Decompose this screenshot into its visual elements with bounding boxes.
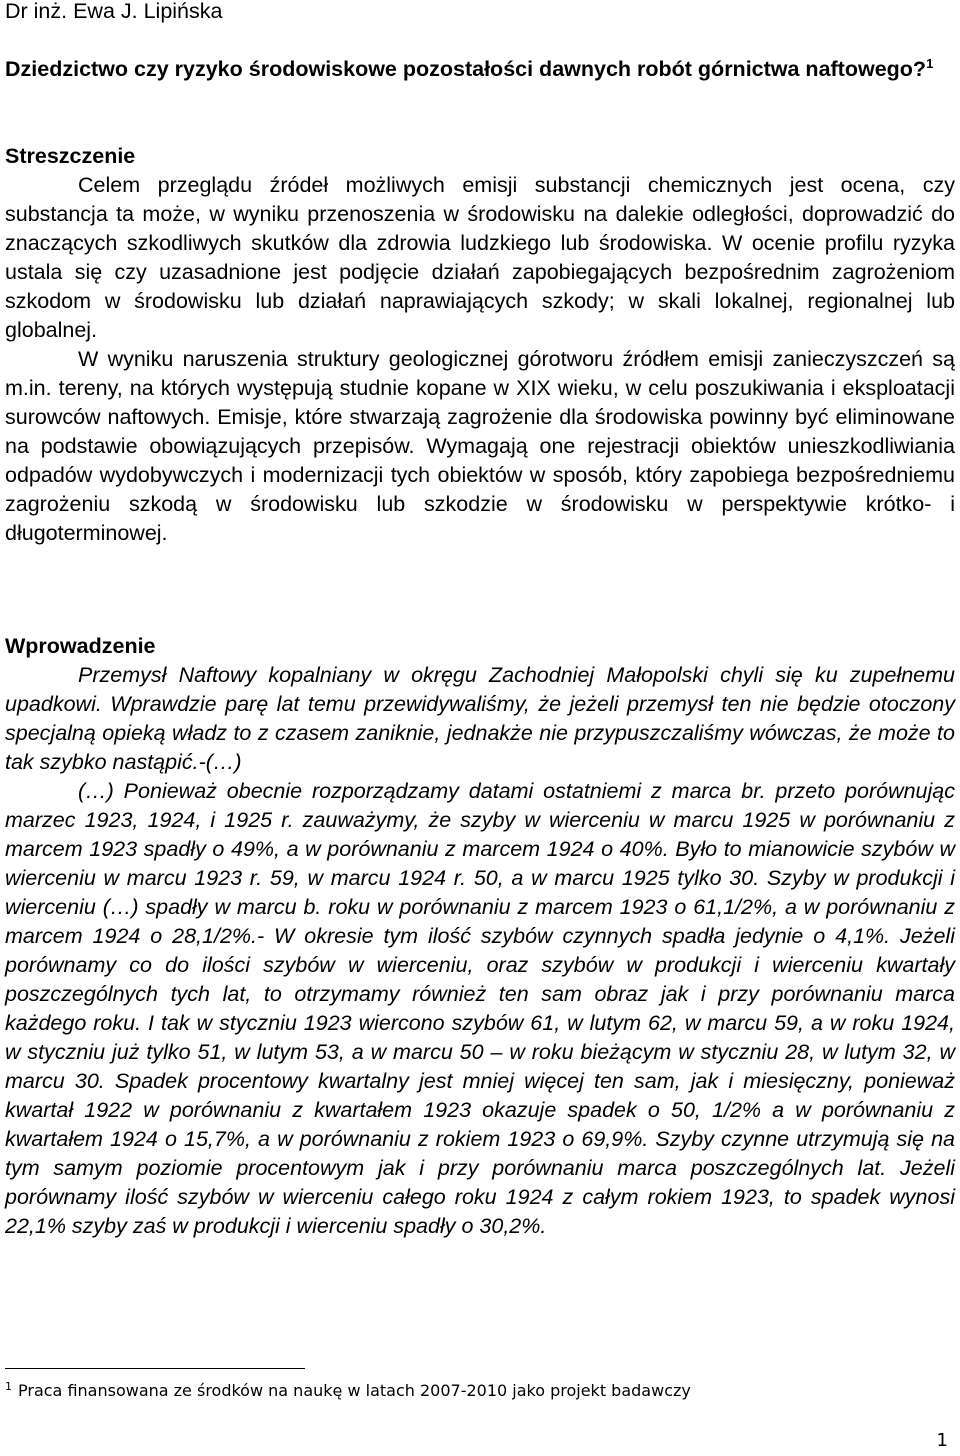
title-footnote-mark: 1: [926, 55, 934, 71]
intro-body: [5, 661, 955, 1241]
footnote: [5, 1380, 691, 1402]
abstract-heading: Streszczenie: [5, 144, 136, 168]
page-number: 1: [936, 1430, 948, 1451]
footnote-divider: [5, 1368, 305, 1369]
footnote-mark: 1: [5, 1379, 12, 1393]
paper-title-text: Dziedzictwo czy ryzyko środowiskowe pozostałości dawnych robót górnictwa naftowego?: [5, 57, 927, 81]
abstract-paragraph-1: Celem przeglądu źródeł możliwych emisji substancji chemicznych jest ocena, czy substancja ta może, w wyniku przenoszenia w środowisku na dalekie odległości, doprowadzić do znaczących szkodliwych skutków dla zdrowia ludzkiego lub środowiska. W ocenie profilu ryzyka ustala się czy uzasadnione jest podjęcie działań zapobiegających bezpośrednim zagrożeniom szkodom w środowisku lub działań naprawiających szkody; w skali lokalnej, regionalnej lub globalnej.: [5, 173, 955, 342]
footnote-text: Praca finansowana ze środków na naukę w latach 2007-2010 jako projekt badawczy: [18, 1381, 691, 1400]
author-line: Dr inż. Ewa J. Lipińska: [5, 0, 223, 23]
abstract-body: [5, 171, 955, 548]
intro-paragraph-1: Przemysł Naftowy kopalniany w okręgu Zachodniej Małopolski chyli się ku zupełnemu upadkowi. Wprawdzie parę lat temu przewidywaliśmy, że jeżeli przemysł ten nie będzie otoczony specjalną opieką władz to z czasem zaniknie, jednakże nie przypuszczaliśmy wówczas, że może to tak szybko nastąpić.-(…): [5, 663, 955, 774]
intro-paragraph-2: (…) Ponieważ obecnie rozporządzamy datami ostatniemi z marca br. przeto porównując marzec 1923, 1924, i 1925 r. zauważymy, że szyby w wierceniu w marcu 1925 w porównaniu z marcem 1923 spadły o 49%, a w porównaniu z marcem 1924 o 40%. Było to mianowicie szybów w wierceniu w marcu 1923 r. 59, w marcu 1924 r. 50, a w marcu 1925 tylko 30. Szyby w produkcji i wierceniu (…) spadły w marcu b. roku w porównaniu z marcem 1923 o 61,1/2%, a w porównaniu z marcem 1924 o 28,1/2%.- W okresie tym ilość szybów czynnych spadła jedynie o 4,1%. Jeżeli porównamy co do ilości szybów w wierceniu, oraz szybów w produkcji i wierceniu kwartały poszczególnych tych lat, to otrzymamy również ten sam obraz jak i przy porównaniu marca każdego roku. I tak w styczniu 1923 wiercono szybów 61, w lutym 62, w marcu 59, a w roku 1924, w styczniu już tylko 51, w lutym 53, a w marcu 50 – w roku bieżącym w styczniu 28, w lutym 32, w marcu 30. Spadek procentowy kwartalny jest mniej więcej ten sam, jak i miesięczny, ponieważ kwartał 1922 w porównaniu z kwartałem 1923 okazuje spadek o 50, 1/2% a w porównaniu z kwartałem 1924 o 15,7%, a w porównaniu z rokiem 1923 o 69,9%. Szyby czynne utrzymują się na tym samym poziomie procentowym jak i przy porównaniu marca poszczególnych lat. Jeżeli porównamy ilość szybów w wierceniu całego roku 1924 z całym rokiem 1923, to spadek wynosi 22,1% szyby zaś w produkcji i wierceniu spadły o 30,2%.: [5, 779, 955, 1238]
abstract-paragraph-2: W wyniku naruszenia struktury geologicznej górotworu źródłem emisji zanieczyszczeń są m.in. tereny, na których występują studnie kopane w XIX wieku, w celu poszukiwania i eksploatacji surowców naftowych. Emisje, które stwarzają zagrożenie dla środowiska powinny być eliminowane na podstawie obowiązujących przepisów. Wymagają one rejestracji obiektów unieszkodliwiania odpadów wydobywczych i modernizacji tych obiektów w sposób, który zapobiega bezpośredniemu zagrożeniu szkodą w środowisku lub szkodzie w środowisku w perspektywie krótko- i długoterminowej.: [5, 347, 955, 545]
paper-title: [5, 55, 955, 84]
intro-heading: Wprowadzenie: [5, 634, 156, 658]
